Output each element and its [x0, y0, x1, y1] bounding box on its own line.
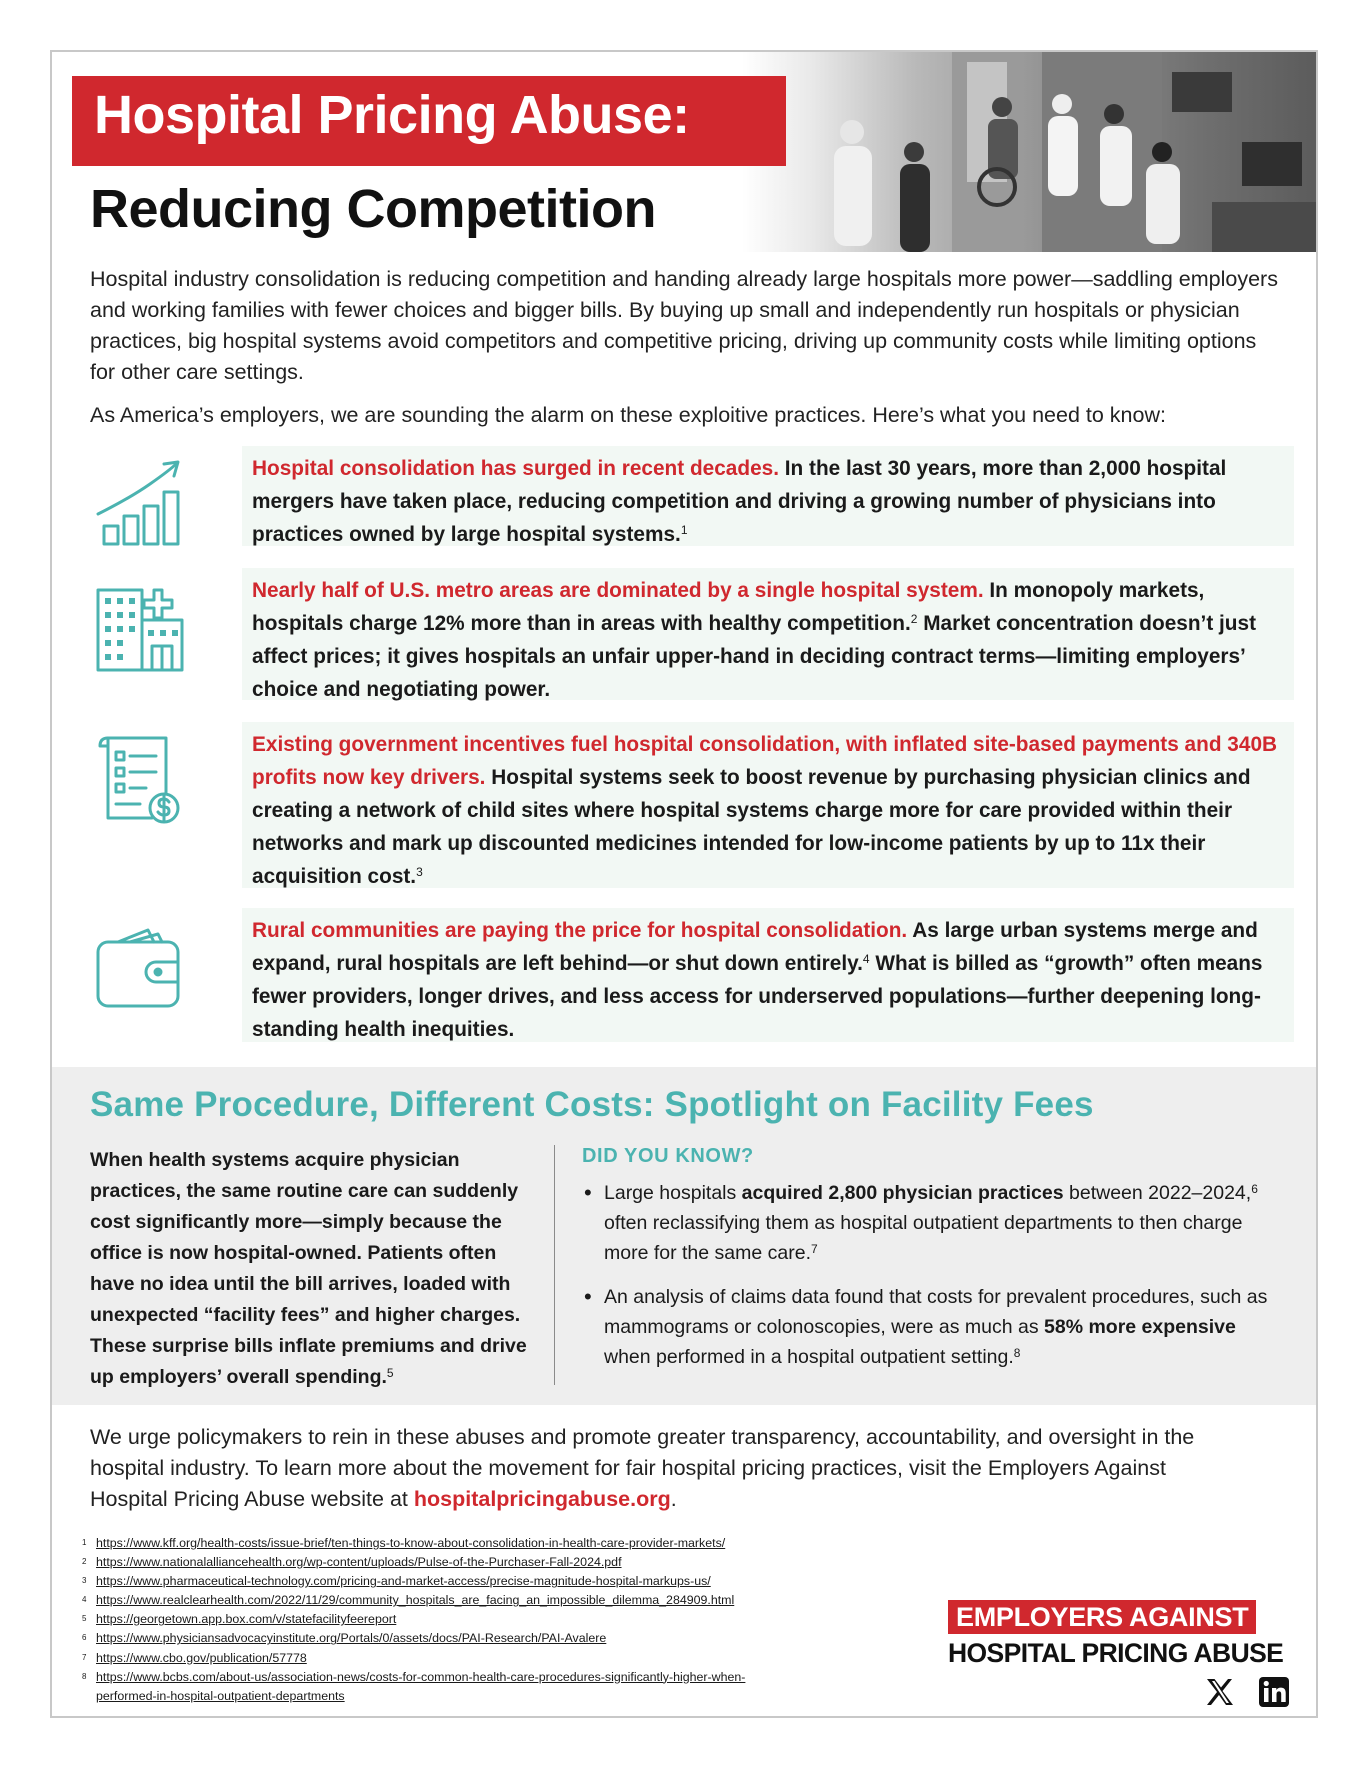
intro-callout: As America’s employers, we are sounding the alarm on these exploitive practices. Here’s what you need to know: [90, 403, 1166, 427]
brand-logo [948, 1600, 1288, 1670]
stat-panel [242, 446, 1294, 546]
page-title: Hospital Pricing Abuse: [94, 85, 690, 145]
page-subtitle: Reducing Competition [90, 179, 656, 239]
stat-headline: Rural communities are paying the price for hospital consolidation. [252, 919, 908, 942]
footnote-link[interactable]: https://www.bcbs.com/about-us/association-news/costs-for-common-health-care-procedures-significantly-higher-when-performed-in-hospital-outpatient-departments [96, 1669, 746, 1703]
footnote-ref: 7 [811, 1242, 818, 1256]
footnote-ref: 3 [416, 865, 423, 879]
footnote-link[interactable]: https://georgetown.app.box.com/v/statefacilityfeereport [96, 1612, 397, 1627]
page-frame [50, 50, 1318, 1718]
dyk-text: Large hospitals [604, 1182, 742, 1204]
did-you-know-item [582, 1282, 1282, 1372]
linkedin-icon[interactable] [1258, 1676, 1290, 1708]
footnote [82, 1591, 802, 1610]
dyk-text: An analysis of claims data found that costs for prevalent procedures, such as mammograms or colonoscopies, were as much as [604, 1286, 1268, 1338]
footnote-number: 2 [82, 1557, 87, 1567]
stat-panel [242, 722, 1294, 888]
stat-body: In monopoly markets, hospitals charge 12% more than in areas with healthy competition. [252, 579, 1205, 635]
footnote [82, 1668, 802, 1706]
footnote-link[interactable]: https://www.kff.org/health-costs/issue-brief/ten-things-to-know-about-consolidation-in-health-care-provider-markets/ [96, 1536, 726, 1550]
section-title: Same Procedure, Different Costs: Spotlight on Facility Fees [90, 1085, 1094, 1124]
footnote-link[interactable]: https://www.nationalalliancehealth.org/wp-content/uploads/Pulse-of-the-Purchaser-Fall-2024.pdf [96, 1555, 622, 1570]
footnote-number: 4 [82, 1595, 87, 1605]
column-divider [554, 1145, 555, 1385]
stat-body-continued: What is billed as “growth” often means fewer providers, longer drives, and less access for underserved populations—further deepening long-standing health inequities. [252, 952, 1263, 1041]
footnote-ref: 8 [1013, 1346, 1021, 1360]
footnote-number: 7 [82, 1652, 87, 1662]
stat-body: In the last 30 years, more than 2,000 hospital mergers have taken place, reducing competition and driving a growing number of physicians into practices owned by large hospital systems. [252, 457, 1227, 546]
footnote [82, 1649, 802, 1668]
dyk-emphasis: acquired 2,800 physician practices [741, 1182, 1064, 1204]
footnote [82, 1553, 802, 1572]
footnote-ref: 4 [862, 952, 870, 966]
did-you-know-title: DID YOU KNOW? [582, 1145, 754, 1167]
facility-fees-section [52, 1067, 1318, 1405]
did-you-know-box [582, 1145, 1282, 1386]
stat-headline: Nearly half of U.S. metro areas are dominated by a single hospital system. [252, 579, 984, 602]
hospital-building-icon [90, 576, 190, 676]
growth-chart-icon [90, 454, 190, 554]
closing-paragraph [90, 1422, 1230, 1515]
stat-panel [242, 568, 1294, 700]
dyk-text: often reclassifying them as hospital outpatient departments to then charge more for the same care. [604, 1212, 1243, 1264]
footnote-link[interactable]: https://www.pharmaceutical-technology.com/pricing-and-market-access/precise-magnitude-hospital-markups-us/ [96, 1574, 711, 1589]
brand-line-2: HOSPITAL PRICING ABUSE [948, 1638, 1284, 1668]
footnotes [82, 1534, 802, 1706]
stat-headline: Existing government incentives fuel hospital consolidation, with inflated site-based payments and 340B profits now key drivers. [252, 733, 1278, 789]
footnote-link[interactable]: https://www.physiciansadvocacyinstitute.org/Portals/0/assets/docs/PAI-Research/PAI-Avalere [96, 1631, 607, 1646]
footnote-number: 3 [82, 1576, 87, 1586]
closing-end: . [670, 1487, 677, 1511]
footnote-number: 6 [82, 1633, 87, 1643]
footnote-ref: 6 [1251, 1182, 1258, 1196]
footnote-number: 8 [82, 1671, 87, 1681]
footnote-link[interactable]: https://www.cbo.gov/publication/57778 [96, 1650, 307, 1665]
x-logo-icon[interactable] [1204, 1676, 1236, 1708]
dyk-text: between 2022–2024, [1063, 1182, 1252, 1204]
dyk-emphasis: 58% more expensive [1044, 1316, 1236, 1338]
closing-text: We urge policymakers to rein in these abuses and promote greater transparency, accountability, and oversight in the hospital industry. To learn more about the movement for fair hospital pricing practices, visit the Employers Against Hospital Pricing Abuse website at [90, 1425, 1195, 1511]
wallet-icon [90, 916, 190, 1016]
footnote-link[interactable]: https://www.realclearhealth.com/2022/11/29/community_hospitals_are_facing_an_impossible_dilemma_284909.html [96, 1593, 735, 1608]
hero-photo [742, 52, 1318, 252]
brand-line-1: EMPLOYERS AGAINST [948, 1600, 1256, 1634]
website-link[interactable]: hospitalpricingabuse.org [413, 1487, 671, 1511]
invoice-dollar-icon [90, 730, 190, 830]
facility-fees-text [90, 1145, 530, 1393]
stat-body: Hospital systems seek to boost revenue by purchasing physician clinics and creating a network of child sites where hospital systems charge more for care provided within their networks and mark up discounted medicines intended for low-income patients by up to 11x their acquisition cost. [252, 766, 1251, 888]
footnote-ref: 2 [910, 612, 918, 626]
footnote-number: 1 [82, 1538, 87, 1547]
footnote-ref: 5 [386, 1366, 394, 1380]
footnote [82, 1610, 802, 1629]
dyk-text: when performed in a hospital outpatient setting. [604, 1346, 1014, 1368]
footnote [82, 1534, 802, 1553]
intro-paragraph: Hospital industry consolidation is reducing competition and handing already large hospitals more power—saddling employers and working families with fewer choices and bigger bills. By buying up small and independently run hospitals or physician practices, big hospital systems avoid competitors and competitive pricing, driving up community costs while limiting options for other care settings. [90, 267, 1278, 384]
footnote [82, 1572, 802, 1591]
stat-body: As large urban systems merge and expand, rural hospitals are left behind—or shut down entirely. [252, 919, 1258, 975]
did-you-know-item [582, 1178, 1282, 1268]
stat-panel [242, 908, 1294, 1042]
footnote-ref: 1 [680, 523, 688, 537]
footnote-number: 5 [82, 1614, 87, 1624]
footnote [82, 1629, 802, 1648]
stat-headline: Hospital consolidation has surged in recent decades. [252, 457, 779, 480]
stat-body-continued: Market concentration doesn’t just affect prices; it gives hospitals an unfair upper-hand in deciding contract terms—limiting employers’ choice and negotiating power. [252, 612, 1257, 701]
facility-fees-body: When health systems acquire physician practices, the same routine care can suddenly cost significantly more—simply because the office is now hospital-owned. Patients often have no idea until the bill arrives, loaded with unexpected “facility fees” and higher charges. These surprise bills inflate premiums and drive up employers’ overall spending. [90, 1149, 527, 1388]
